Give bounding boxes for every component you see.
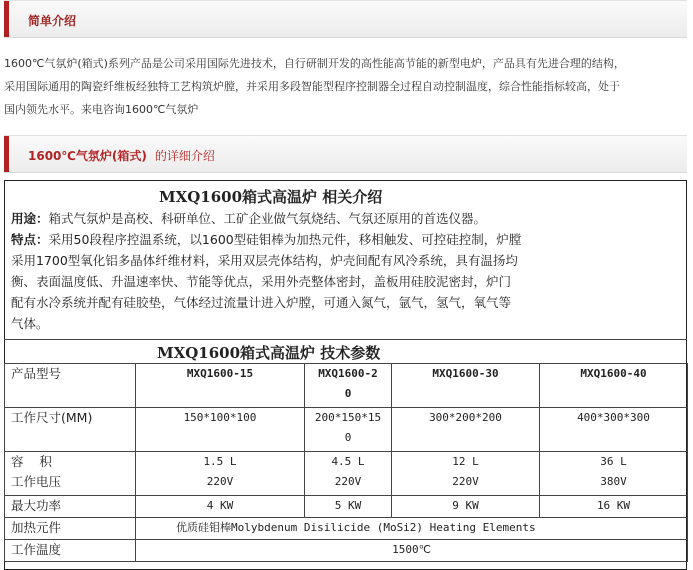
volume-voltage-cell: 36 L 380V — [540, 452, 688, 496]
feature-label: 特点： — [11, 232, 49, 247]
intro-paragraph — [4, 52, 687, 121]
section-header-intro — [4, 0, 687, 38]
intro-line: 1600℃气氛炉(箱式)系列产品是公司采用国际先进技术，自行研制开发的高性能高节能的新型电炉，产品具有先进合理的结构， — [4, 57, 625, 70]
intro-line: 采用国际通用的陶瓷纤维板经独特工艺构筑炉膛，并采用多段智能型程序控制器全过程自动控制温度，综合性能指标较高，处于 — [4, 80, 620, 93]
feature-text: 采用50段程序控温系统，以1600型硅钼棒为加热元件，移相触发、可控硅控制，炉膛 — [48, 232, 522, 247]
accent-stripe — [4, 1, 9, 37]
table-row — [5, 540, 688, 562]
section-title-suffix: 的详细介绍 — [154, 149, 215, 163]
volume-voltage-cell: 12 L 220V — [392, 452, 540, 496]
volume-voltage-cell: 1.5 L 220V — [136, 452, 305, 496]
size-cell: 300*200*200 — [392, 408, 540, 452]
features-text — [11, 208, 583, 334]
feature-line: 采用1700型氧化铝多晶体纤维材料，采用双层壳体结构，炉壳间配有风冷系统，具有温扬均 — [11, 253, 518, 268]
use-text: 箱式气氛炉是高校、科研单位、工矿企业做气氛烧结、气氛还原用的首选仪器。 — [48, 211, 487, 226]
table-row — [5, 452, 688, 496]
size-label: 工作尺寸(MM) — [5, 408, 136, 452]
section-title: 简单介绍 — [28, 14, 77, 28]
table-row — [5, 364, 688, 408]
power-cell: 16 KW — [540, 496, 688, 518]
detail-box — [4, 180, 687, 570]
section-header-detail — [4, 135, 687, 173]
feature-line: 配有水冷系统并配有硅胶垫，气体经过流量计进入炉膛，可通入氮气，氩气，氢气，氧气等 — [11, 295, 512, 310]
intro-line: 国内领先水平。来电咨询1600℃气氛炉 — [4, 103, 199, 116]
size-cell: 200*150*15 0 — [305, 408, 392, 452]
spec-table — [4, 363, 688, 562]
volume-voltage-cell: 4.5 L 220V — [305, 452, 392, 496]
model-cell: MXQ1600-2 0 — [305, 364, 392, 408]
feature-line: 气体。 — [11, 316, 49, 331]
section-title — [28, 147, 215, 164]
size-cell: 400*300*300 — [540, 408, 688, 452]
temp-label: 工作温度 — [5, 540, 136, 562]
model-cell: MXQ1600-30 — [392, 364, 540, 408]
temp-cell: 1500℃ — [136, 540, 688, 562]
table-row — [5, 496, 688, 518]
element-cell: 优质硅钼棒Molybdenum Disilicide (MoSi2) Heating Elements — [136, 518, 688, 540]
model-name: 1600℃气氛炉(箱式) — [28, 149, 147, 163]
use-line — [11, 208, 583, 229]
model-label: 产品型号 — [5, 364, 136, 408]
volume-voltage-label: 容 积 工作电压 — [5, 452, 136, 496]
power-cell: 4 KW — [136, 496, 305, 518]
spec-heading: MXQ1600箱式高温炉 技术参数 — [157, 344, 381, 362]
size-cell: 150*100*100 — [136, 408, 305, 452]
table-row — [5, 408, 688, 452]
model-cell: MXQ1600-40 — [540, 364, 688, 408]
feature-line: 衡、表面温度低、升温速率快、节能等优点，采用外壳整体密封，盖板用硅胶泥密封，炉门 — [11, 274, 512, 289]
use-label: 用途： — [11, 211, 49, 226]
power-cell: 9 KW — [392, 496, 540, 518]
table-row — [5, 518, 688, 540]
intro-heading: MXQ1600箱式高温炉 相关介绍 — [159, 188, 383, 206]
power-label: 最大功率 — [5, 496, 136, 518]
power-cell: 5 KW — [305, 496, 392, 518]
element-label: 加热元件 — [5, 518, 136, 540]
model-cell: MXQ1600-15 — [136, 364, 305, 408]
divider — [4, 339, 687, 340]
feature-line — [11, 229, 583, 250]
accent-stripe — [4, 136, 9, 172]
